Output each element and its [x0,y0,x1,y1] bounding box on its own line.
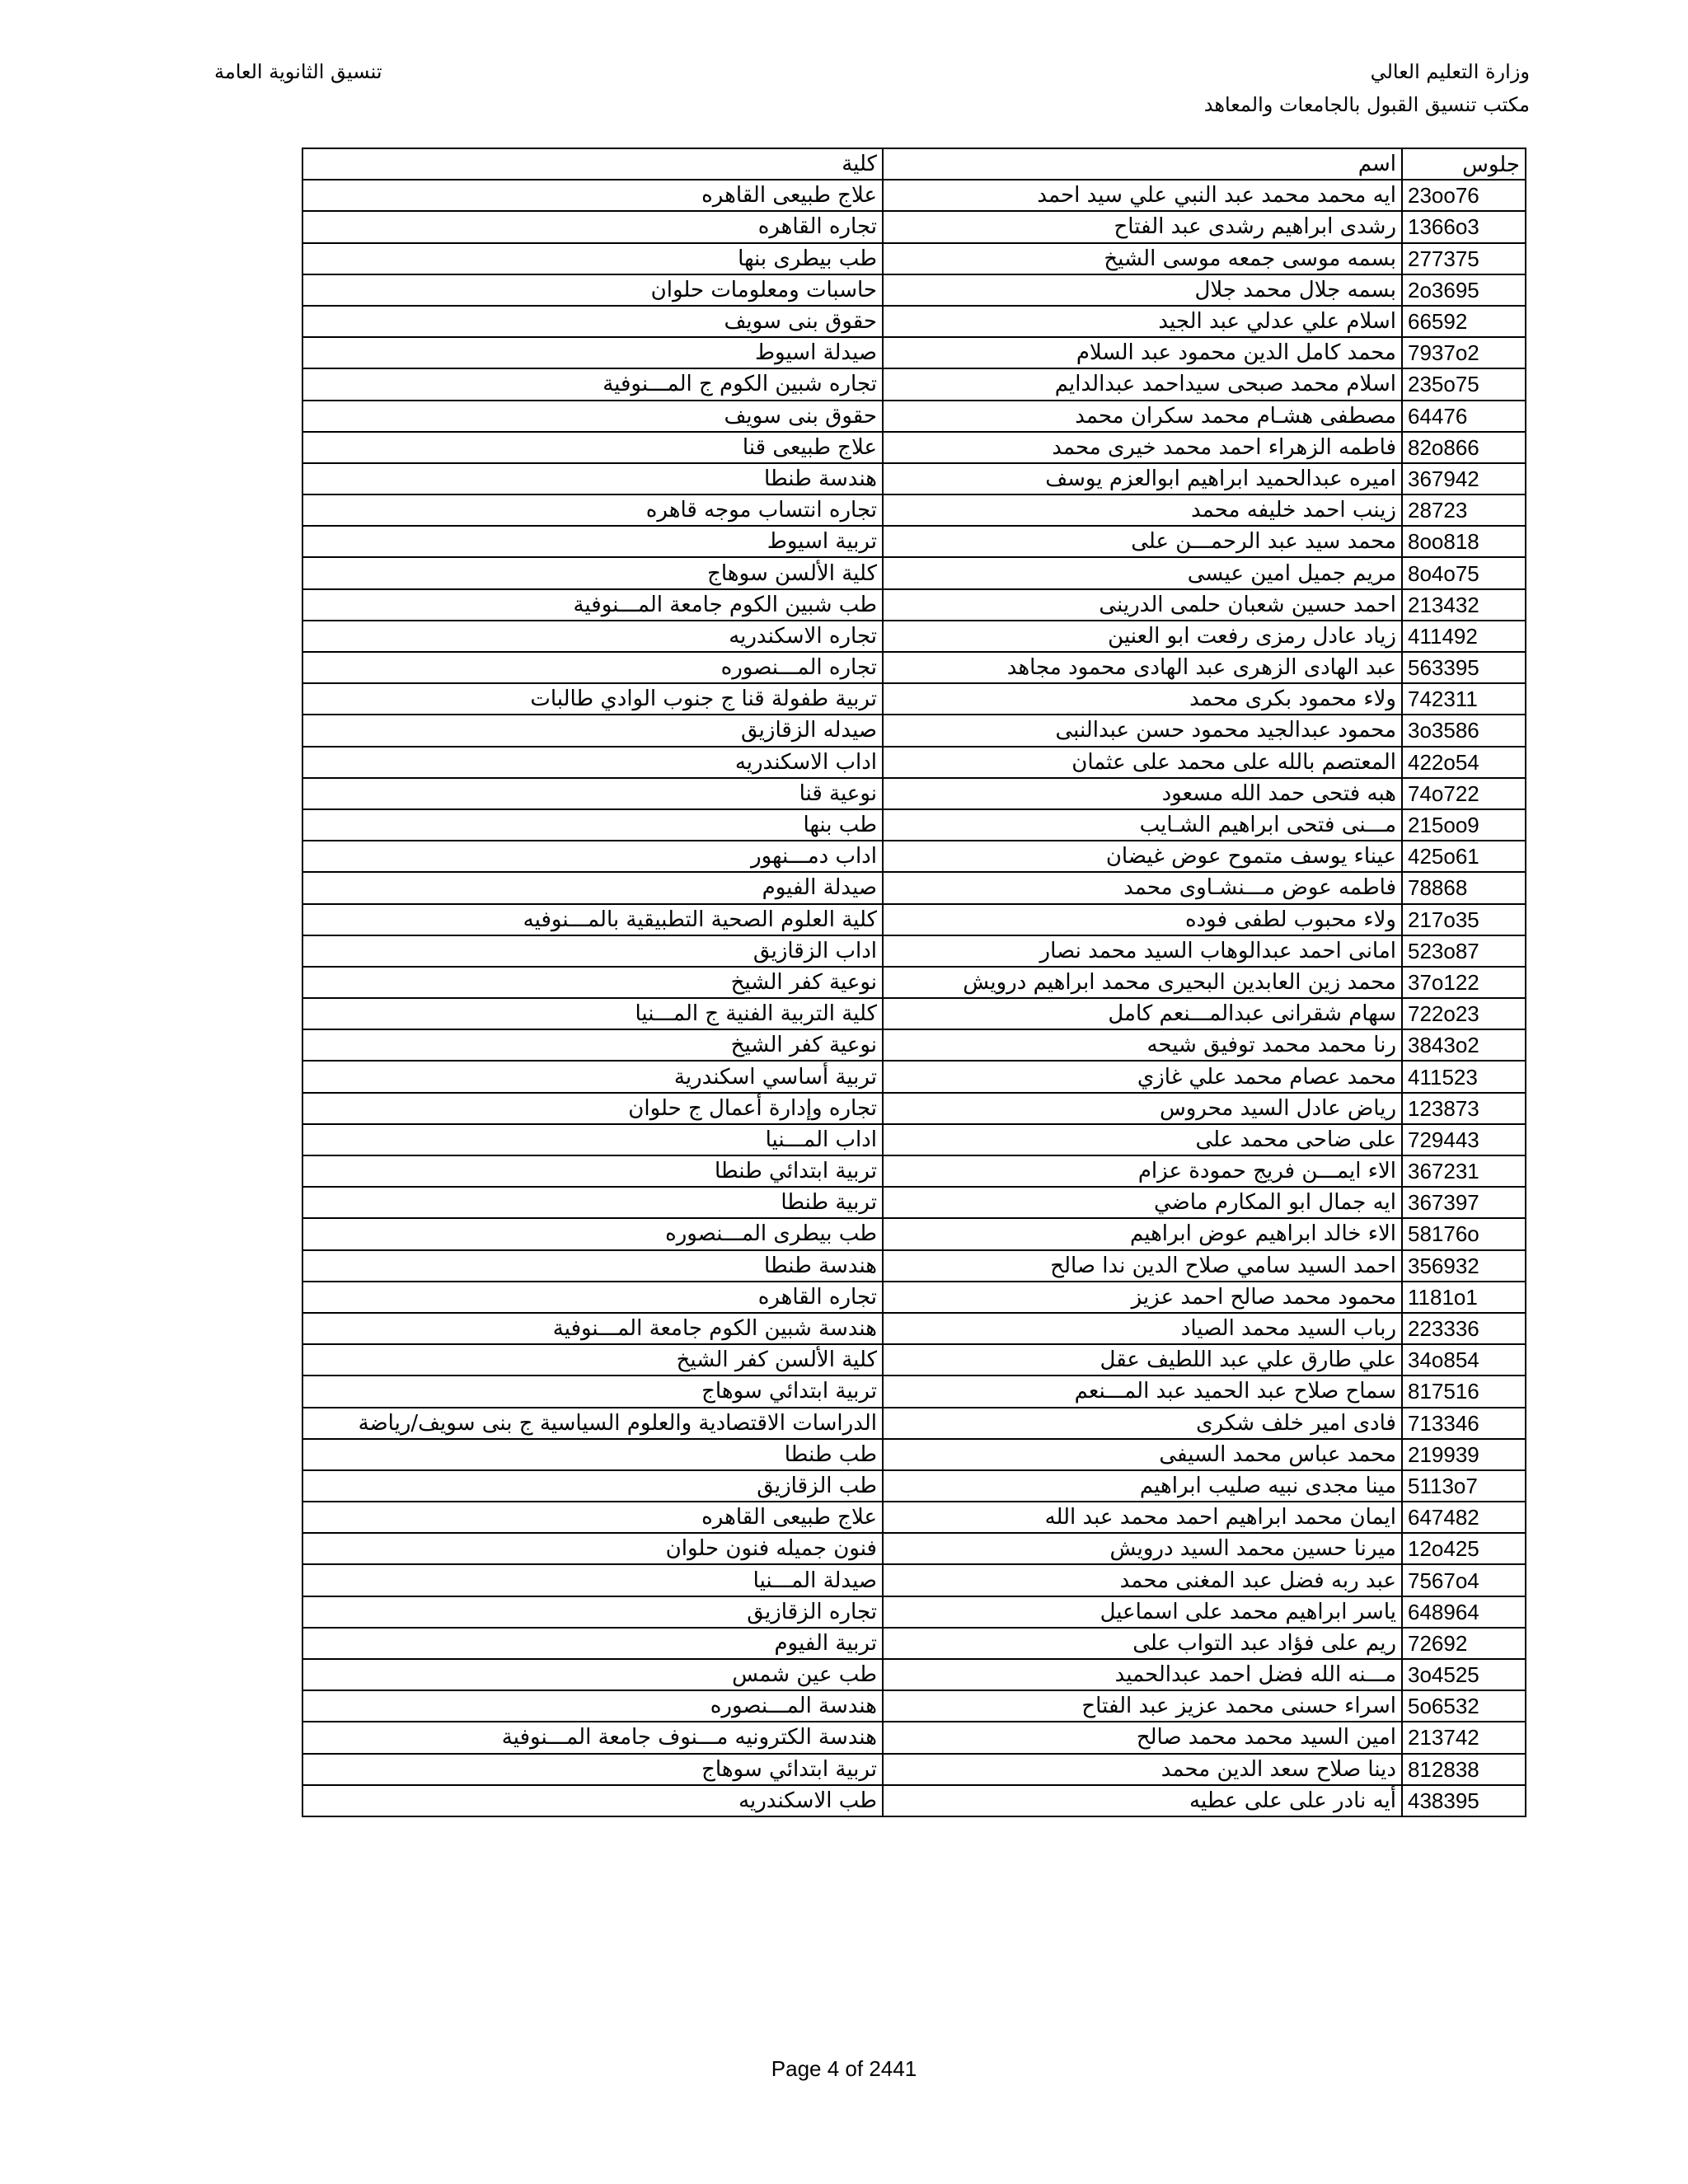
name-cell: أيه نادر على على عطيه [883,1785,1402,1816]
seat-cell: 23oo76 [1402,180,1526,211]
name-cell: محمد عباس محمد السيفى [883,1439,1402,1470]
seat-cell: 217o35 [1402,904,1526,935]
seat-cell: 722o23 [1402,998,1526,1029]
table-row [302,1218,1526,1249]
faculty-cell: طب طنطا [302,1439,883,1470]
seat-cell: 713346 [1402,1408,1526,1439]
name-cell: سهام شقرانى عبدالمـــنعم كامل [883,998,1402,1029]
table-row [302,337,1526,368]
seat-cell: 34o854 [1402,1344,1526,1376]
seat-cell: 367397 [1402,1187,1526,1218]
table-row [302,904,1526,935]
page-number: Page 4 of 2441 [771,2056,917,2081]
faculty-cell: هندسة شبين الكوم جامعة المـــنوفية [302,1313,883,1344]
faculty-cell: فنون جميله فنون حلوان [302,1533,883,1564]
faculty-cell: تجاره انتساب موجه قاهره [302,494,883,526]
name-cell: عبد ربه فضل عبد المغنى محمد [883,1564,1402,1596]
faculty-cell: صيدله الزقازيق [302,715,883,746]
table-row [302,368,1526,400]
faculty-cell: تربية اسيوط [302,526,883,557]
table-row [302,211,1526,242]
seat-cell: 74o722 [1402,778,1526,809]
name-cell: فادى امير خلف شكرى [883,1408,1402,1439]
table-row [302,1628,1526,1659]
seat-cell: 72692 [1402,1628,1526,1659]
section-title: تنسيق الثانوية العامة [214,60,382,83]
name-cell: فاطمه عوض مـــنشـاوى محمد [883,872,1402,903]
faculty-cell: تربية ابتدائي سوهاج [302,1376,883,1407]
name-cell: اسلام محمد صبحى سيداحمد عبدالدايم [883,368,1402,400]
table-row [302,1502,1526,1533]
table-row [302,1722,1526,1753]
faculty-cell: تجاره المـــنصوره [302,652,883,683]
table-row [302,1155,1526,1187]
seat-cell: 422o54 [1402,747,1526,778]
faculty-cell: تجاره وإدارة أعمال ج حلوان [302,1093,883,1124]
seat-cell: 425o61 [1402,841,1526,872]
table-row [302,1282,1526,1313]
faculty-cell: طب بيطرى بنها [302,243,883,274]
seat-cell: 37o122 [1402,967,1526,998]
faculty-cell: تجاره الزقازيق [302,1596,883,1628]
faculty-cell: صيدلة المـــنيا [302,1564,883,1596]
name-cell: زينب احمد خليفه محمد [883,494,1402,526]
name-cell: ايه محمد محمد عبد النبي علي سيد احمد [883,180,1402,211]
table-row [302,998,1526,1029]
name-cell: دينا صلاح سعد الدين محمد [883,1754,1402,1785]
seat-cell: 563395 [1402,652,1526,683]
faculty-cell: اداب المـــنيا [302,1124,883,1155]
faculty-cell: الدراسات الاقتصادية والعلوم السياسية ج بنى سويف/رياضة [302,1408,883,1439]
name-cell: ريم على فؤاد عبد التواب على [883,1628,1402,1659]
table-row [302,1061,1526,1092]
table-row [302,274,1526,306]
faculty-cell: حقوق بنى سويف [302,306,883,337]
seat-cell: 411523 [1402,1061,1526,1092]
table-row [302,652,1526,683]
name-cell: مصطفى هشـام محمد سكران محمد [883,401,1402,432]
faculty-cell: صيدلة اسيوط [302,337,883,368]
faculty-cell: تجاره القاهره [302,1282,883,1313]
name-cell: محمد زين العابدين البحيرى محمد ابراهيم درويش [883,967,1402,998]
faculty-cell: تربية طفولة قنا ج جنوب الوادي طالبات [302,683,883,715]
name-cell: اميره عبدالحميد ابراهيم ابوالعزم يوسف [883,463,1402,494]
seat-cell: 219939 [1402,1439,1526,1470]
faculty-cell: نوعية قنا [302,778,883,809]
table-header-row [302,148,1526,180]
table-row [302,1250,1526,1282]
name-cell: امانى احمد عبدالوهاب السيد محمد نصار [883,935,1402,967]
name-cell: ولاء محبوب لطفى فوده [883,904,1402,935]
table-row [302,809,1526,841]
table-row [302,1564,1526,1596]
faculty-cell: تربية أساسي اسكندرية [302,1061,883,1092]
name-cell: محمود محمد صالح احمد عزيز [883,1282,1402,1313]
name-cell: عبد الهادى الزهرى عبد الهادى محمود مجاهد [883,652,1402,683]
table-row [302,589,1526,621]
seat-cell: 12o425 [1402,1533,1526,1564]
name-cell: ولاء محمود بكرى محمد [883,683,1402,715]
seat-cell: 58176o [1402,1218,1526,1249]
table-row [302,1124,1526,1155]
seat-cell: 223336 [1402,1313,1526,1344]
seat-cell: 7937o2 [1402,337,1526,368]
table-row [302,1754,1526,1785]
seat-cell: 647482 [1402,1502,1526,1533]
name-cell: الاء ايمـــن فريج حمودة عزام [883,1155,1402,1187]
name-cell: هبه فتحى حمد الله مسعود [883,778,1402,809]
faculty-cell: هندسة طنطا [302,1250,883,1282]
faculty-cell: تجاره الاسكندريه [302,621,883,652]
seat-cell: 5o6532 [1402,1690,1526,1722]
name-cell: محمد عصام محمد علي غازي [883,1061,1402,1092]
seat-cell: 78868 [1402,872,1526,903]
faculty-cell: اداب الزقازيق [302,935,883,967]
seat-cell: 82o866 [1402,432,1526,463]
seat-cell: 277375 [1402,243,1526,274]
office-name: مكتب تنسيق القبول بالجامعات والمعاهد [1203,93,1530,116]
faculty-cell: تربية ابتدائي طنطا [302,1155,883,1187]
name-cell: فاطمه الزهراء احمد محمد خيرى محمد [883,432,1402,463]
seat-cell: 729443 [1402,1124,1526,1155]
name-cell: سماح صلاح عبد الحميد عبد المـــنعم [883,1376,1402,1407]
table-row [302,935,1526,967]
faculty-cell: تربية طنطا [302,1187,883,1218]
faculty-cell: هندسة طنطا [302,463,883,494]
seat-cell: 213432 [1402,589,1526,621]
faculty-cell: تربية ابتدائي سوهاج [302,1754,883,1785]
name-cell: احمد حسين شعبان حلمى الدرينى [883,589,1402,621]
name-cell: ميرنا حسين محمد السيد درويش [883,1533,1402,1564]
faculty-cell: تجاره شبين الكوم ج المـــنوفية [302,368,883,400]
faculty-cell: تربية الفيوم [302,1628,883,1659]
table-row [302,401,1526,432]
name-cell: المعتصم بالله على محمد على عثمان [883,747,1402,778]
faculty-cell: تجاره القاهره [302,211,883,242]
seat-cell: 648964 [1402,1596,1526,1628]
name-cell: مريم جميل امين عيسى [883,557,1402,588]
seat-cell: 367231 [1402,1155,1526,1187]
faculty-cell: كلية التربية الفنية ج المـــنيا [302,998,883,1029]
name-cell: اسلام علي عدلي عبد الجيد [883,306,1402,337]
faculty-cell: علاج طبيعى القاهره [302,180,883,211]
results-table [302,148,1526,1817]
name-cell: على ضاحى محمد على [883,1124,1402,1155]
seat-cell: 817516 [1402,1376,1526,1407]
faculty-cell: هندسة المـــنصوره [302,1690,883,1722]
table-row [302,526,1526,557]
faculty-cell: اداب دمـــنهور [302,841,883,872]
faculty-cell: صيدلة الفيوم [302,872,883,903]
seat-cell: 3843o2 [1402,1029,1526,1061]
faculty-cell: علاج طبيعى قنا [302,432,883,463]
table-row [302,1470,1526,1502]
table-row [302,1029,1526,1061]
seat-cell: 215oo9 [1402,809,1526,841]
table-row [302,1376,1526,1407]
table-row [302,1313,1526,1344]
table-row [302,180,1526,211]
name-cell: رشدى ابراهيم رشدى عبد الفتاح [883,211,1402,242]
seat-cell: 3o3586 [1402,715,1526,746]
table-row [302,1187,1526,1218]
seat-cell: 123873 [1402,1093,1526,1124]
table-row [302,243,1526,274]
seat-cell: 356932 [1402,1250,1526,1282]
faculty-cell: طب الزقازيق [302,1470,883,1502]
name-cell: زياد عادل رمزى رفعت ابو العنين [883,621,1402,652]
name-cell: رباب السيد محمد الصياد [883,1313,1402,1344]
faculty-cell: علاج طبيعى القاهره [302,1502,883,1533]
seat-cell: 411492 [1402,621,1526,652]
seat-cell: 438395 [1402,1785,1526,1816]
name-cell: بسمه موسى جمعه موسى الشيخ [883,243,1402,274]
table-row [302,557,1526,588]
name-cell: محمود عبدالجيد محمود حسن عبدالنبى [883,715,1402,746]
table-row [302,841,1526,872]
seat-cell: 8oo818 [1402,526,1526,557]
faculty-cell: كلية الألسن كفر الشيخ [302,1344,883,1376]
name-cell: رياض عادل السيد محروس [883,1093,1402,1124]
name-cell: احمد السيد سامي صلاح الدين ندا صالح [883,1250,1402,1282]
table-row [302,1408,1526,1439]
seat-cell: 66592 [1402,306,1526,337]
faculty-cell: طب بنها [302,809,883,841]
faculty-cell: طب شبين الكوم جامعة المـــنوفية [302,589,883,621]
name-cell: عيناء يوسف متموح عوض غيضان [883,841,1402,872]
table-row [302,872,1526,903]
header-seat: جلوس [1402,148,1526,180]
seat-cell: 742311 [1402,683,1526,715]
table-row [302,1093,1526,1124]
table-row [302,494,1526,526]
table-row [302,747,1526,778]
faculty-cell: حاسبات ومعلومات حلوان [302,274,883,306]
table-row [302,621,1526,652]
name-cell: مينا مجدى نبيه صليب ابراهيم [883,1470,1402,1502]
name-cell: علي طارق علي عبد اللطيف عقل [883,1344,1402,1376]
table-row [302,1785,1526,1816]
seat-cell: 812838 [1402,1754,1526,1785]
name-cell: اسراء حسنى محمد عزيز عبد الفتاح [883,1690,1402,1722]
table-row [302,1659,1526,1690]
seat-cell: 2o3695 [1402,274,1526,306]
seat-cell: 7567o4 [1402,1564,1526,1596]
seat-cell: 1366o3 [1402,211,1526,242]
table-row [302,778,1526,809]
faculty-cell: هندسة الكترونيه مـــنوف جامعة المـــنوفية [302,1722,883,1753]
header-faculty: كلية [302,148,883,180]
seat-cell: 523o87 [1402,935,1526,967]
table-row [302,1596,1526,1628]
name-cell: رنا محمد محمد توفيق شيحه [883,1029,1402,1061]
faculty-cell: طب عين شمس [302,1659,883,1690]
ministry-name: وزارة التعليم العالي [1370,60,1530,83]
seat-cell: 1181o1 [1402,1282,1526,1313]
name-cell: ياسر ابراهيم محمد على اسماعيل [883,1596,1402,1628]
seat-cell: 367942 [1402,463,1526,494]
table-row [302,306,1526,337]
seat-cell: 3o4525 [1402,1659,1526,1690]
table-row [302,1690,1526,1722]
seat-cell: 8o4o75 [1402,557,1526,588]
seat-cell: 5113o7 [1402,1470,1526,1502]
name-cell: الاء خالد ابراهيم عوض ابراهيم [883,1218,1402,1249]
name-cell: محمد كامل الدين محمود عبد السلام [883,337,1402,368]
table-row [302,1344,1526,1376]
name-cell: مـــنه الله فضل احمد عبدالحميد [883,1659,1402,1690]
header-name: اسم [883,148,1402,180]
table-row [302,683,1526,715]
faculty-cell: كلية الألسن سوهاج [302,557,883,588]
faculty-cell: حقوق بنى سويف [302,401,883,432]
faculty-cell: نوعية كفر الشيخ [302,1029,883,1061]
name-cell: ايه جمال ابو المكارم ماضي [883,1187,1402,1218]
name-cell: مـــنى فتحى ابراهيم الشـايب [883,809,1402,841]
faculty-cell: اداب الاسكندريه [302,747,883,778]
faculty-cell: نوعية كفر الشيخ [302,967,883,998]
seat-cell: 235o75 [1402,368,1526,400]
name-cell: امين السيد محمد محمد صالح [883,1722,1402,1753]
table-row [302,1533,1526,1564]
name-cell: ايمان محمد ابراهيم احمد محمد عبد الله [883,1502,1402,1533]
seat-cell: 64476 [1402,401,1526,432]
table-row [302,463,1526,494]
faculty-cell: طب الاسكندريه [302,1785,883,1816]
seat-cell: 213742 [1402,1722,1526,1753]
faculty-cell: كلية العلوم الصحية التطبيقية بالمـــنوفيه [302,904,883,935]
table-row [302,432,1526,463]
seat-cell: 28723 [1402,494,1526,526]
table-row [302,967,1526,998]
table-row [302,1439,1526,1470]
name-cell: بسمه جلال محمد جلال [883,274,1402,306]
name-cell: محمد سيد عبد الرحمـــن على [883,526,1402,557]
table-row [302,715,1526,746]
faculty-cell: طب بيطرى المـــنصوره [302,1218,883,1249]
